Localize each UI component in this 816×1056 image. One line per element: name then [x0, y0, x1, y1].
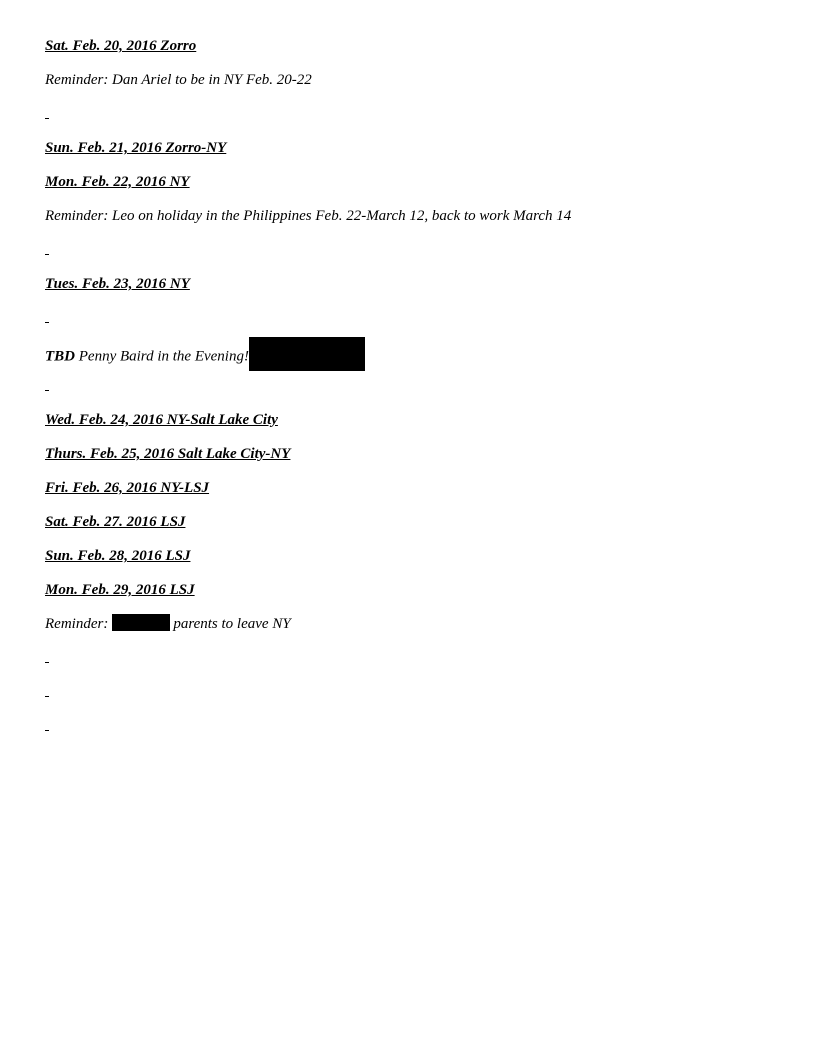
- reminder-note: [45, 612, 785, 646]
- blank-marker: [45, 374, 49, 391]
- schedule-date-heading: [45, 34, 785, 68]
- reminder-suffix: parents to leave NY: [173, 616, 291, 632]
- reminder-note: [45, 68, 785, 102]
- schedule-date-heading: [45, 136, 785, 170]
- tbd-note: [45, 340, 785, 374]
- date-heading-text: Sun. Feb. 28, 2016 LSJ: [45, 548, 191, 564]
- schedule-date-heading: [45, 544, 785, 578]
- blank-line: [45, 102, 785, 136]
- blank-marker: [45, 646, 49, 663]
- date-heading-text: Mon. Feb. 29, 2016 LSJ: [45, 582, 195, 598]
- schedule-date-heading: [45, 510, 785, 544]
- schedule-date-heading: [45, 272, 785, 306]
- blank-line: [45, 306, 785, 340]
- blank-line: [45, 680, 785, 714]
- blank-line: [45, 238, 785, 272]
- reminder-text: Reminder: Leo on holiday in the Philippines Feb. 22-March 12, back to work March 14: [45, 208, 572, 224]
- reminder-text: Reminder: Dan Ariel to be in NY Feb. 20-22: [45, 72, 312, 88]
- tbd-label: TBD: [45, 348, 75, 365]
- schedule-date-heading: [45, 578, 785, 612]
- redaction-box: [112, 614, 170, 631]
- date-heading-text: Sat. Feb. 20, 2016 Zorro: [45, 38, 197, 54]
- blank-marker: [45, 238, 49, 255]
- schedule-document: [45, 34, 785, 748]
- schedule-date-heading: [45, 170, 785, 204]
- blank-line: [45, 374, 785, 408]
- reminder-prefix: Reminder:: [45, 616, 109, 632]
- schedule-date-heading: [45, 476, 785, 510]
- date-heading-text: Sun. Feb. 21, 2016 Zorro-NY: [45, 140, 227, 156]
- redaction-box: [249, 337, 365, 371]
- blank-marker: [45, 714, 49, 731]
- schedule-date-heading: [45, 408, 785, 442]
- date-heading-text: Wed. Feb. 24, 2016 NY-Salt Lake City: [45, 412, 278, 428]
- date-heading-text: Fri. Feb. 26, 2016 NY-LSJ: [45, 480, 210, 496]
- blank-marker: [45, 102, 49, 119]
- date-heading-text: Tues. Feb. 23, 2016 NY: [45, 276, 190, 292]
- date-heading-text: Thurs. Feb. 25, 2016 Salt Lake City-NY: [45, 446, 291, 462]
- date-heading-text: Sat. Feb. 27. 2016 LSJ: [45, 514, 186, 530]
- blank-line: [45, 714, 785, 748]
- date-heading-text: Mon. Feb. 22, 2016 NY: [45, 174, 190, 190]
- reminder-note: [45, 204, 785, 238]
- schedule-date-heading: [45, 442, 785, 476]
- blank-marker: [45, 680, 49, 697]
- tbd-text: Penny Baird in the Evening!: [75, 348, 249, 365]
- blank-marker: [45, 306, 49, 323]
- blank-line: [45, 646, 785, 680]
